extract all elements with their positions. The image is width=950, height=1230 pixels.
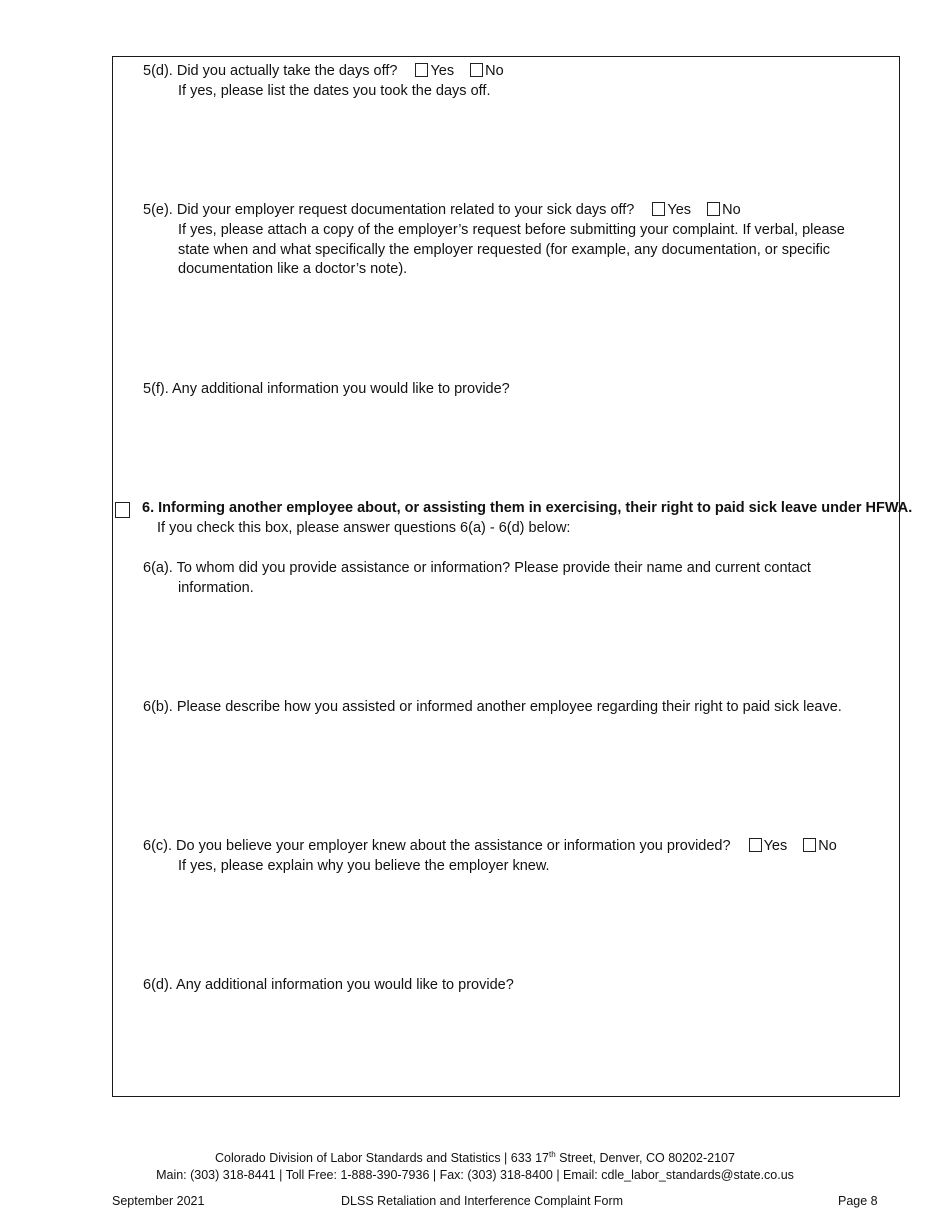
q5d-yes-label: Yes [430, 63, 455, 79]
q6c-yes-checkbox[interactable] [749, 838, 762, 852]
question-5e [143, 201, 741, 220]
footer-date: September 2021 [112, 1194, 205, 1208]
q6c-no-checkbox[interactable] [803, 838, 816, 852]
section-6-checkbox[interactable] [115, 502, 130, 518]
q5d-yes-option[interactable] [415, 62, 454, 81]
footer-contact: Main: (303) 318-8441 | Toll Free: 1-888-390-7936 | Fax: (303) 318-8400 | Email: cdle_labor_standards@state.co.us [156, 1168, 794, 1182]
question-6c [143, 837, 837, 856]
q5d-no-label: No [485, 63, 504, 79]
question-5e-followup: If yes, please attach a copy of the employer’s request before submitting your complaint. If verbal, please state when and what specifically the employer requested (for example, any documentation, or specific documentation like a doctor’s note). [178, 222, 845, 277]
q6c-no-label: No [818, 838, 837, 854]
question-5d-followup: If yes, please list the dates you took the days off. [178, 83, 491, 99]
q5e-no-label: No [722, 202, 741, 218]
question-6c-text: 6(c). Do you believe your employer knew about the assistance or information you provided? [143, 838, 731, 854]
section-6-heading: 6. Informing another employee about, or assisting them in exercising, their right to paid sick leave under HFWA. [142, 500, 913, 516]
question-5d [143, 62, 504, 81]
q5d-no-option[interactable] [470, 62, 504, 81]
question-5d-text: 5(d). Did you actually take the days off? [143, 63, 398, 79]
q6c-yes-label: Yes [763, 838, 788, 854]
question-6a-continuation: information. [178, 580, 254, 596]
q5e-no-option[interactable] [707, 201, 741, 220]
q5e-no-checkbox[interactable] [707, 202, 720, 216]
footer-address-sup: th [549, 1150, 556, 1159]
q6c-yes-option[interactable] [749, 837, 788, 856]
footer-address-rest: Street, Denver, CO 80202-2107 [555, 1151, 735, 1165]
footer-address [0, 1150, 950, 1167]
section-6-instruction: If you check this box, please answer questions 6(a) - 6(d) below: [157, 520, 571, 536]
footer-address-main: Colorado Division of Labor Standards and Statistics | 633 17 [215, 1151, 550, 1165]
q5e-yes-label: Yes [667, 202, 692, 218]
question-6b: 6(b). Please describe how you assisted or informed another employee regarding their right to paid sick leave. [143, 699, 842, 715]
q5e-yes-checkbox[interactable] [652, 202, 665, 216]
q5e-yes-option[interactable] [652, 201, 691, 220]
question-5f: 5(f). Any additional information you would like to provide? [143, 381, 510, 397]
question-5e-text: 5(e). Did your employer request documentation related to your sick days off? [143, 202, 635, 218]
q6c-no-option[interactable] [803, 837, 837, 856]
q5d-yes-checkbox[interactable] [415, 63, 428, 77]
question-6a: 6(a). To whom did you provide assistance or information? Please provide their name and current contact [143, 560, 811, 576]
footer-page-number: Page 8 [838, 1194, 878, 1208]
q5d-no-checkbox[interactable] [470, 63, 483, 77]
question-6c-followup: If yes, please explain why you believe the employer knew. [178, 858, 550, 874]
question-6d: 6(d). Any additional information you would like to provide? [143, 977, 514, 993]
footer-form-name: DLSS Retaliation and Interference Complaint Form [341, 1194, 624, 1208]
